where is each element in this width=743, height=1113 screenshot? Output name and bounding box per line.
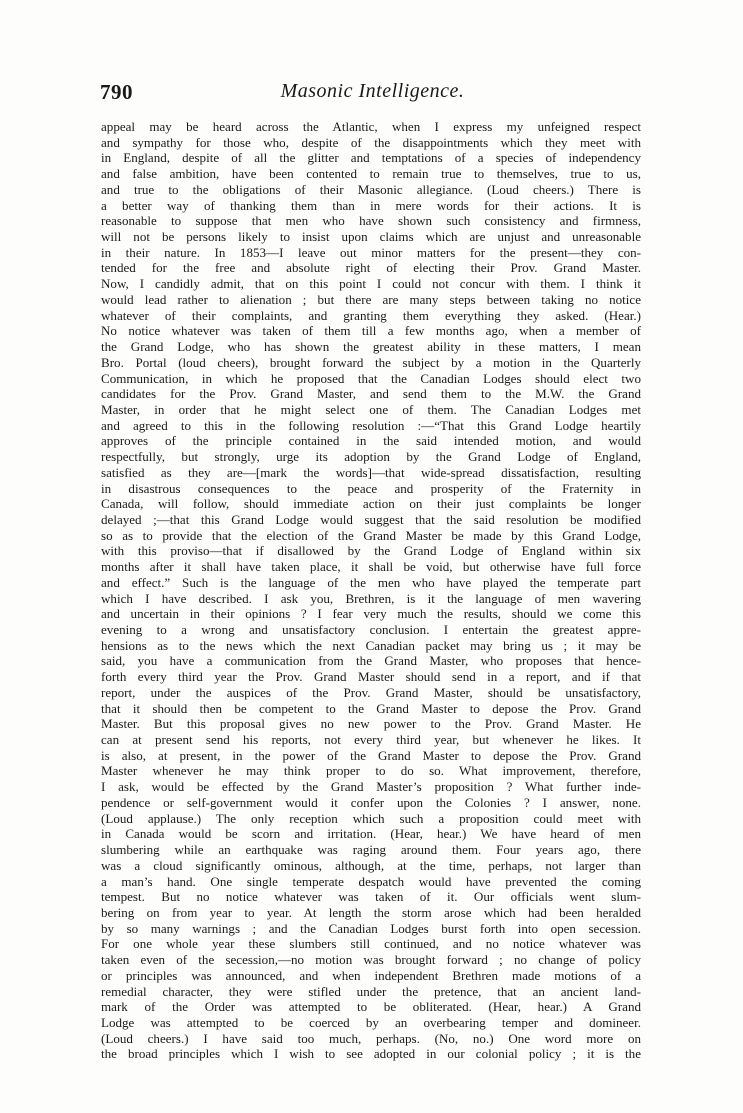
text-line: forth every third year the Prov. Grand Master should send in a report, and if that bbox=[101, 669, 641, 685]
text-line: and true to the obligations of their Masonic allegiance. (Loud cheers.) There is bbox=[101, 181, 641, 197]
body-text bbox=[101, 119, 641, 1062]
text-line: evening to a wrong and unsatisfactory conclusion. I entertain the greatest appre- bbox=[101, 622, 641, 637]
text-line: a man’s hand. One single temperate despatch would have prevented the coming bbox=[101, 873, 641, 889]
text-line: tended for the free and absolute right of electing their Prov. Grand Master. bbox=[101, 260, 641, 276]
text-line: that it should then be competent to the Grand Master to depose the Prov. Grand bbox=[101, 700, 641, 716]
text-line: with this proviso—that if disallowed by the Grand Lodge of England within six bbox=[101, 543, 641, 559]
text-line: (Loud cheers.) I have said too much, perhaps. (No, no.) One word more on bbox=[101, 1030, 641, 1046]
text-line: Master whenever he may think proper to do so. What improvement, therefore, bbox=[101, 763, 641, 779]
text-line: No notice whatever was taken of them till a few months ago, when a member of bbox=[101, 323, 641, 339]
page-number: 790 bbox=[100, 80, 133, 104]
text-line: (Loud applause.) The only reception which such a proposition could meet with bbox=[101, 810, 641, 826]
text-line: tempest. But no notice whatever was taken of it. Our officials went slum- bbox=[101, 889, 641, 905]
text-line: which I have described. I ask you, Brethren, is it the language of men wavering bbox=[101, 590, 641, 606]
text-line: Canada, will follow, should immediate action on their just complaints be longer bbox=[101, 496, 641, 512]
text-line: Master, in order that he might select one of them. The Canadian Lodges met bbox=[101, 401, 641, 417]
text-line: report, under the auspices of the Prov. Grand Master, should be unsatisfactory, bbox=[101, 684, 641, 700]
text-line: Bro. Portal (loud cheers), brought forward the subject by a motion in the Quarterly bbox=[101, 354, 641, 370]
text-line: reasonable to suppose that men who have shown such consistency and firmness, bbox=[101, 213, 641, 229]
text-line: Master. But this proposal gives no new power to the Prov. Grand Master. He bbox=[101, 716, 641, 732]
text-line: a better way of thanking them than in mere words for their actions. It is bbox=[101, 197, 641, 213]
text-line: can at present send his reports, not every third year, but whenever he likes. It bbox=[101, 732, 641, 748]
text-line: would lead rather to alienation ; but there are many steps between taking no notice bbox=[101, 291, 641, 307]
page-header bbox=[100, 80, 645, 104]
text-line: pendence or self-government would it confer upon the Colonies ? I answer, none. bbox=[101, 794, 641, 810]
text-line: will not be persons likely to insist upon claims which are unjust and unreasonable bbox=[101, 229, 641, 245]
text-line: months after it shall have taken place, it shall be void, but otherwise have full force bbox=[101, 559, 641, 575]
text-line: by so many warnings ; and the Canadian Lodges burst forth into open secession. bbox=[101, 920, 641, 936]
text-line: appeal may be heard across the Atlantic, when I express my unfeigned respect bbox=[101, 119, 641, 134]
text-line: and uncertain in their opinions ? I fear very much the results, should we come this bbox=[101, 606, 641, 622]
text-line: so as to provide that the election of the Grand Master be made by this Grand Lodge, bbox=[101, 527, 641, 543]
text-line: and false ambition, have been contented to remain true to themselves, true to us, bbox=[101, 166, 641, 182]
running-title: Masonic Intelligence. bbox=[280, 80, 465, 102]
text-line: slumbering while an earthquake was raging around them. Four years ago, there bbox=[101, 842, 641, 858]
text-line: I ask, would be effected by the Grand Master’s proposition ? What further inde- bbox=[101, 779, 641, 795]
text-line: whatever of their complaints, and granting them everything they asked. (Hear.) bbox=[101, 307, 641, 323]
text-line: respectfully, but strongly, urge its adoption by the Grand Lodge of England, bbox=[101, 449, 641, 465]
text-line: the broad principles which I wish to see adopted in our colonial policy ; it is the bbox=[101, 1046, 641, 1062]
text-line: and effect.” Such is the language of the men who have played the temperate part bbox=[101, 574, 641, 590]
text-line: mark of the Order was attempted to be obliterated. (Hear, hear.) A Grand bbox=[101, 999, 641, 1015]
text-line: in Canada would be scorn and irritation. (Hear, hear.) We have heard of men bbox=[101, 826, 641, 842]
text-line: the Grand Lodge, who has shown the greatest ability in these matters, I mean bbox=[101, 339, 641, 355]
text-line: approves of the principle contained in the said intended motion, and would bbox=[101, 433, 641, 449]
text-line: taken even of the secession,—no motion was brought forward ; no change of policy bbox=[101, 952, 641, 968]
text-line: said, you have a communication from the Grand Master, who proposes that hence- bbox=[101, 653, 641, 669]
text-line: in disastrous consequences to the peace and prosperity of the Fraternity in bbox=[101, 480, 641, 496]
text-line: is also, at present, in the power of the Grand Master to depose the Prov. Grand bbox=[101, 747, 641, 763]
text-line: or principles was announced, and when independent Brethren made motions of a bbox=[101, 967, 641, 983]
text-line: in England, despite of all the glitter and temptations of a species of independency bbox=[101, 150, 641, 166]
text-line: Lodge was attempted to be coerced by an overbearing temper and domineer. bbox=[101, 1014, 641, 1030]
text-line: hensions as to the news which the next Canadian packet may bring us ; it may be bbox=[101, 637, 641, 653]
text-line: and sympathy for those who, despite of the disappointments which they meet with bbox=[101, 134, 641, 150]
text-line: candidates for the Prov. Grand Master, and send them to the M.W. the Grand bbox=[101, 386, 641, 402]
text-line: in their nature. In 1853—I leave out minor matters for the present—they con- bbox=[101, 244, 641, 260]
text-line: delayed ;—that this Grand Lodge would suggest that the said resolution be modified bbox=[101, 511, 641, 527]
text-line: and agreed to this in the following resolution :—“That this Grand Lodge heartily bbox=[101, 417, 641, 433]
text-line: bering on from year to year. At length the storm arose which had been heralded bbox=[101, 904, 641, 920]
text-line: Now, I candidly admit, that on this point I could not concur with them. I think it bbox=[101, 276, 641, 292]
text-line: For one whole year these slumbers still continued, and no notice whatever was bbox=[101, 936, 641, 952]
text-line: was a cloud significantly ominous, although, at the time, perhaps, not larger than bbox=[101, 857, 641, 873]
text-line: remedial character, they were stifled under the pretence, that an ancient land- bbox=[101, 983, 641, 999]
text-line: Communication, in which he proposed that the Canadian Lodges should elect two bbox=[101, 370, 641, 386]
text-line: satisfied as they are—[mark the words]—that wide-spread dissatisfaction, resulting bbox=[101, 464, 641, 480]
